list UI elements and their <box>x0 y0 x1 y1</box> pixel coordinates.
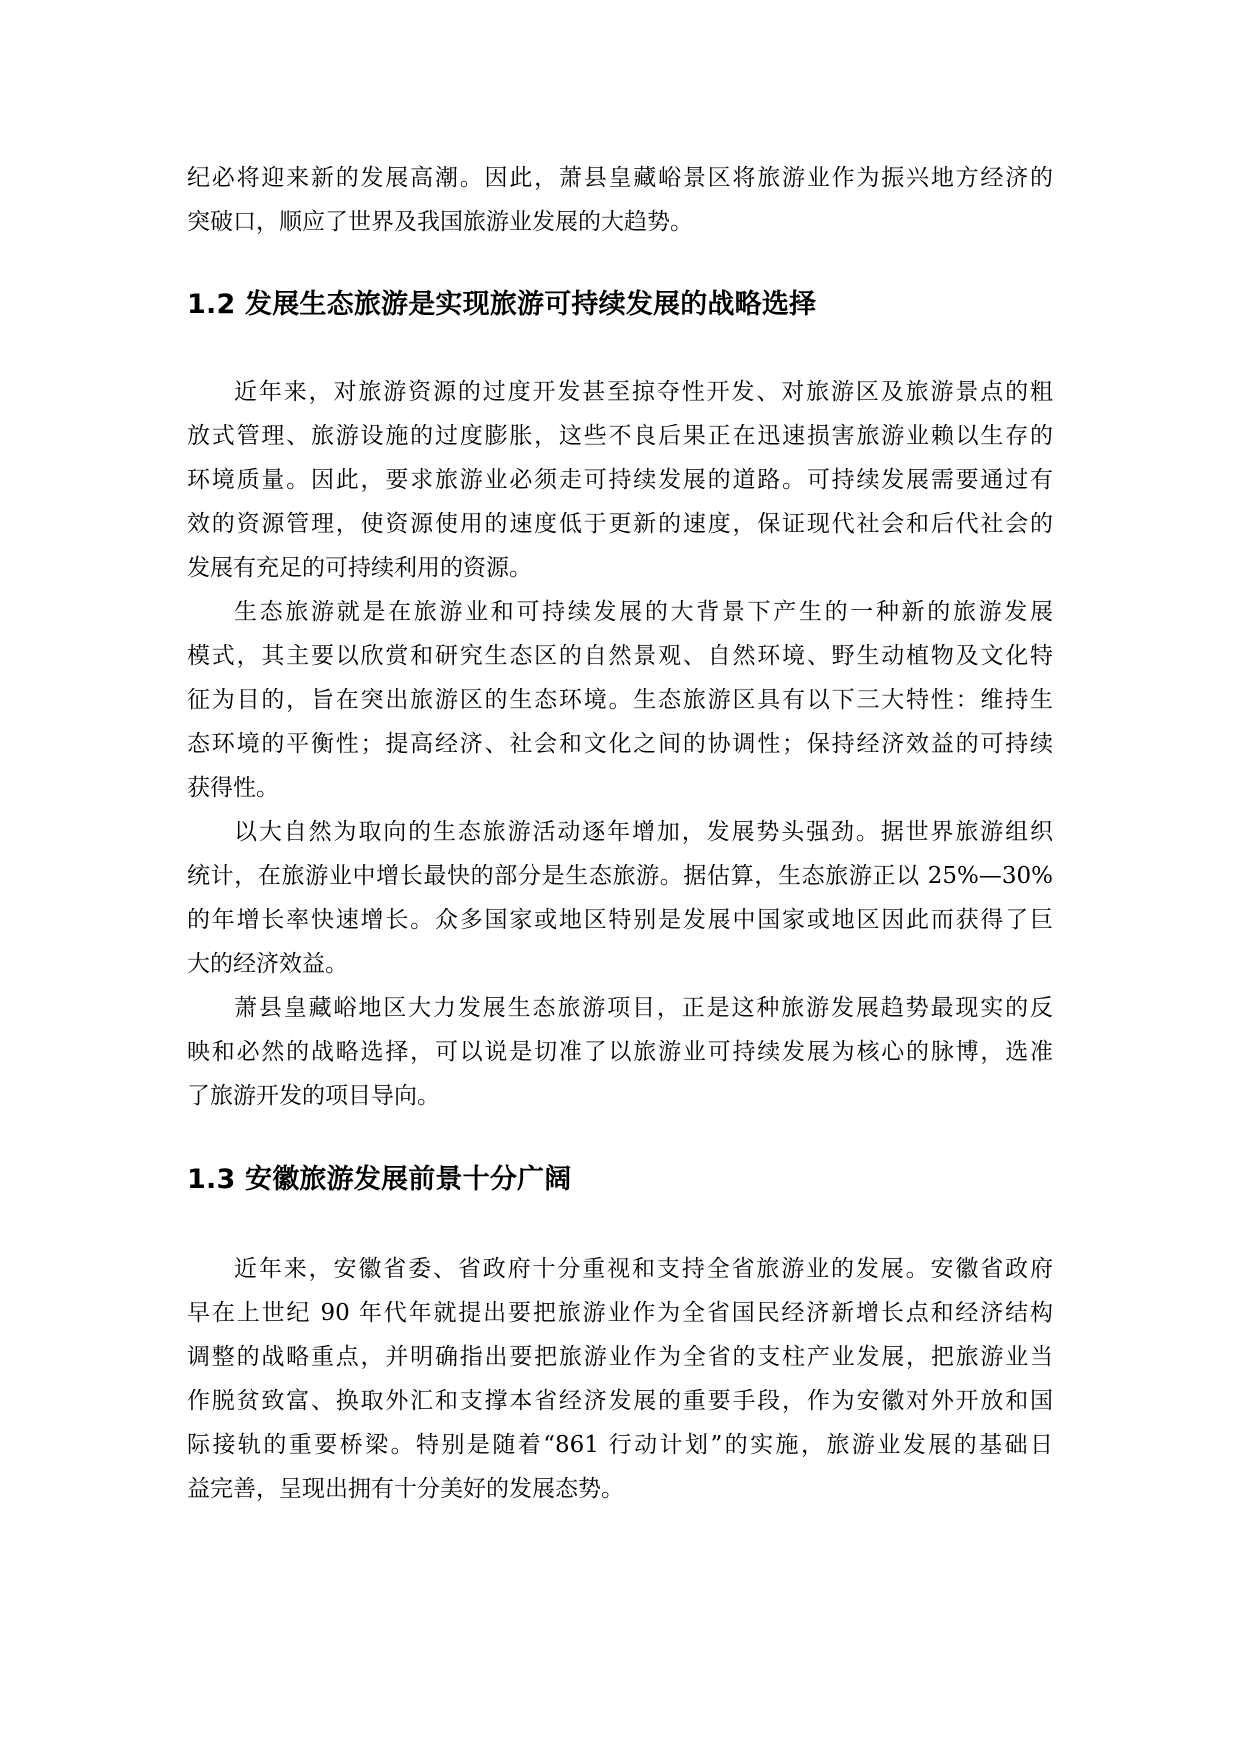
text-line: 际接轨的重要桥梁。特别是随着“861 行动计划”的实施，旅游业发展的基础日 <box>187 1432 1053 1458</box>
text-line: 作脱贫致富、换取外汇和支撑本省经济发展的重要手段，作为安徽对外开放和国 <box>187 1388 1053 1414</box>
text-line: 萧县皇藏峪地区大力发展生态旅游项目，正是这种旅游发展趋势最现实的反 <box>234 995 1053 1021</box>
text-line: 的年增长率快速增长。众多国家或地区特别是发展中国家或地区因此而获得了巨 <box>187 907 1053 933</box>
section-1-2-body <box>187 370 1053 1118</box>
text-line: 突破口，顺应了世界及我国旅游业发展的大趋势。 <box>187 209 693 235</box>
text-line: 调整的战略重点，并明确指出要把旅游业作为全省的支柱产业发展，把旅游业当 <box>187 1344 1053 1370</box>
text-line: 模式，其主要以欣赏和研究生态区的自然景观、自然环境、野生动植物及文化特 <box>187 643 1053 669</box>
text-line: 征为目的，旨在突出旅游区的生态环境。生态旅游区具有以下三大特性：维持生 <box>187 687 1053 713</box>
text-line: 大的经济效益。 <box>187 951 348 977</box>
paragraph <box>187 370 1053 590</box>
section-heading-1-3: 1.3 安徽旅游发展前景十分广阔 <box>187 1164 572 1195</box>
text-line: 态环境的平衡性；提高经济、社会和文化之间的协调性；保持经济效益的可持续 <box>187 731 1053 757</box>
paragraph <box>187 1247 1053 1511</box>
intro-paragraph <box>187 156 1053 244</box>
text-line: 益完善，呈现出拥有十分美好的发展态势。 <box>187 1476 624 1502</box>
paragraph <box>187 590 1053 810</box>
document-page <box>187 156 1053 1511</box>
text-line: 放式管理、旅游设施的过度膨胀，这些不良后果正在迅速损害旅游业赖以生存的 <box>187 423 1053 449</box>
text-line: 发展有充足的可持续利用的资源。 <box>187 555 532 581</box>
text-line: 统计，在旅游业中增长最快的部分是生态旅游。据估算，生态旅游正以 25%—30% <box>187 863 1053 889</box>
text-line: 生态旅游就是在旅游业和可持续发展的大背景下产生的一种新的旅游发展 <box>234 599 1053 625</box>
section-1-3-body <box>187 1247 1053 1511</box>
section-heading-1-2: 1.2 发展生态旅游是实现旅游可持续发展的战略选择 <box>187 289 817 320</box>
paragraph <box>187 986 1053 1118</box>
text-line: 以大自然为取向的生态旅游活动逐年增加，发展势头强劲。据世界旅游组织 <box>234 819 1053 845</box>
text-line: 近年来，安徽省委、省政府十分重视和支持全省旅游业的发展。安徽省政府 <box>234 1256 1053 1282</box>
text-line: 早在上世纪 90 年代年就提出要把旅游业作为全省国民经济新增长点和经济结构 <box>187 1300 1053 1326</box>
text-line: 了旅游开发的项目导向。 <box>187 1083 440 1109</box>
paragraph <box>187 810 1053 986</box>
text-line: 环境质量。因此，要求旅游业必须走可持续发展的道路。可持续发展需要通过有 <box>187 467 1053 493</box>
text-line: 效的资源管理，使资源使用的速度低于更新的速度，保证现代社会和后代社会的 <box>187 511 1053 537</box>
text-line: 映和必然的战略选择，可以说是切准了以旅游业可持续发展为核心的脉博，选准 <box>187 1039 1053 1065</box>
text-line: 获得性。 <box>187 775 279 801</box>
text-line: 近年来，对旅游资源的过度开发甚至掠夺性开发、对旅游区及旅游景点的粗 <box>234 379 1053 405</box>
text-line: 纪必将迎来新的发展高潮。因此，萧县皇藏峪景区将旅游业作为振兴地方经济的 <box>187 165 1053 191</box>
